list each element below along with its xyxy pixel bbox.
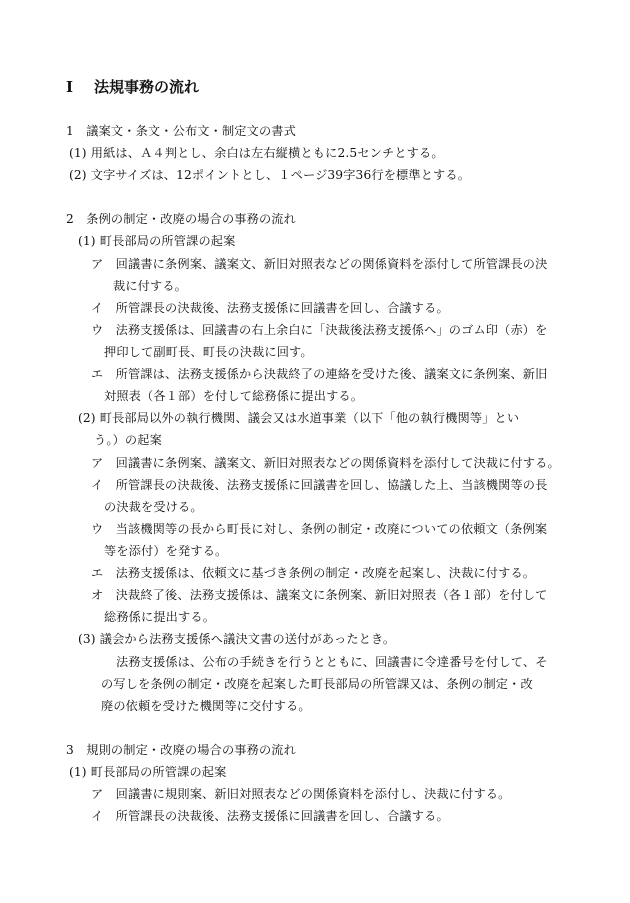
section-heading: 1 議案文・条文・公布文・制定文の書式 xyxy=(66,124,296,138)
list-item: オ 決裁終了後、法務支援係は、議案文に条例案、新旧対照表（各１部）を付して xyxy=(91,588,548,602)
subsection-heading-continuation: う。）の起案 xyxy=(94,433,162,447)
list-item: ア 回議書に条例案、議案文、新旧対照表などの関係資料を添付して決裁に付する。 xyxy=(91,456,560,470)
list-item: イ 所管課長の決裁後、法務支援係に回議書を回し、合議する。 xyxy=(91,809,449,823)
list-item-continuation: の決裁を受ける。 xyxy=(104,500,203,514)
subsection-heading: (2) 文字サイズは、12ポイントとし、１ページ39字36行を標準とする。 xyxy=(69,168,471,182)
section-heading: 2 条例の制定・改廃の場合の事務の流れ xyxy=(66,212,296,226)
subsection-heading: (1) 町長部局の所管課の起案 xyxy=(69,765,227,779)
title-text: 法規事務の流れ xyxy=(94,78,200,96)
list-item: ウ 法務支援係は、回議書の右上余白に「決裁後法務支援係へ」のゴム印（赤）を xyxy=(91,323,548,337)
list-item-continuation: 等を添付）を発する。 xyxy=(104,544,228,558)
list-item-continuation: 対照表（各１部）を付して総務係に提出する。 xyxy=(104,389,364,403)
paragraph-line: の写しを条例の制定・改廃を起案した町長部局の所管課又は、条例の制定・改 xyxy=(101,677,533,691)
paragraph-line: 法務支援係は、公布の手続きを行うとともに、回議書に令達番号を付して、そ xyxy=(116,655,548,669)
list-item-continuation: 裁に付する。 xyxy=(113,279,188,293)
title-number: Ⅰ xyxy=(66,78,74,96)
subsection-heading: (2) 町長部局以外の執行機関、議会又は水道事業（以下「他の執行機関等」とい xyxy=(78,411,520,425)
subsection-heading: (3) 議会から法務支援係へ議決文書の送付があったとき。 xyxy=(78,632,396,646)
list-item: イ 所管課長の決裁後、法務支援係に回議書を回し、合議する。 xyxy=(91,301,449,315)
list-item: イ 所管課長の決裁後、法務支援係に回議書を回し、協議した上、当該機関等の長 xyxy=(91,478,548,492)
list-item-continuation: 総務係に提出する。 xyxy=(104,610,216,624)
page-title xyxy=(66,76,199,97)
list-item: エ 所管課は、法務支援係から決裁終了の連絡を受けた後、議案文に条例案、新旧 xyxy=(91,367,548,381)
list-item-continuation: 押印して副町長、町長の決裁に回す。 xyxy=(104,345,313,359)
section-heading: 3 規則の制定・改廃の場合の事務の流れ xyxy=(66,743,296,757)
list-item: ア 回議書に規則案、新旧対照表などの関係資料を添付し、決裁に付する。 xyxy=(91,787,511,801)
list-item: ウ 当該機関等の長から町長に対し、条例の制定・改廃についての依頼文（条例案 xyxy=(91,522,548,536)
list-item: エ 法務支援係は、依頼文に基づき条例の制定・改廃を起案し、決裁に付する。 xyxy=(91,566,536,580)
subsection-heading: (1) 用紙は、Ａ４判とし、余白は左右縦横ともに2.5センチとする。 xyxy=(69,146,444,160)
paragraph-line: 廃の依頼を受けた機関等に交付する。 xyxy=(101,699,311,713)
subsection-heading: (1) 町長部局の所管課の起案 xyxy=(78,234,236,248)
list-item: ア 回議書に条例案、議案文、新旧対照表などの関係資料を添付して所管課長の決 xyxy=(91,257,548,271)
